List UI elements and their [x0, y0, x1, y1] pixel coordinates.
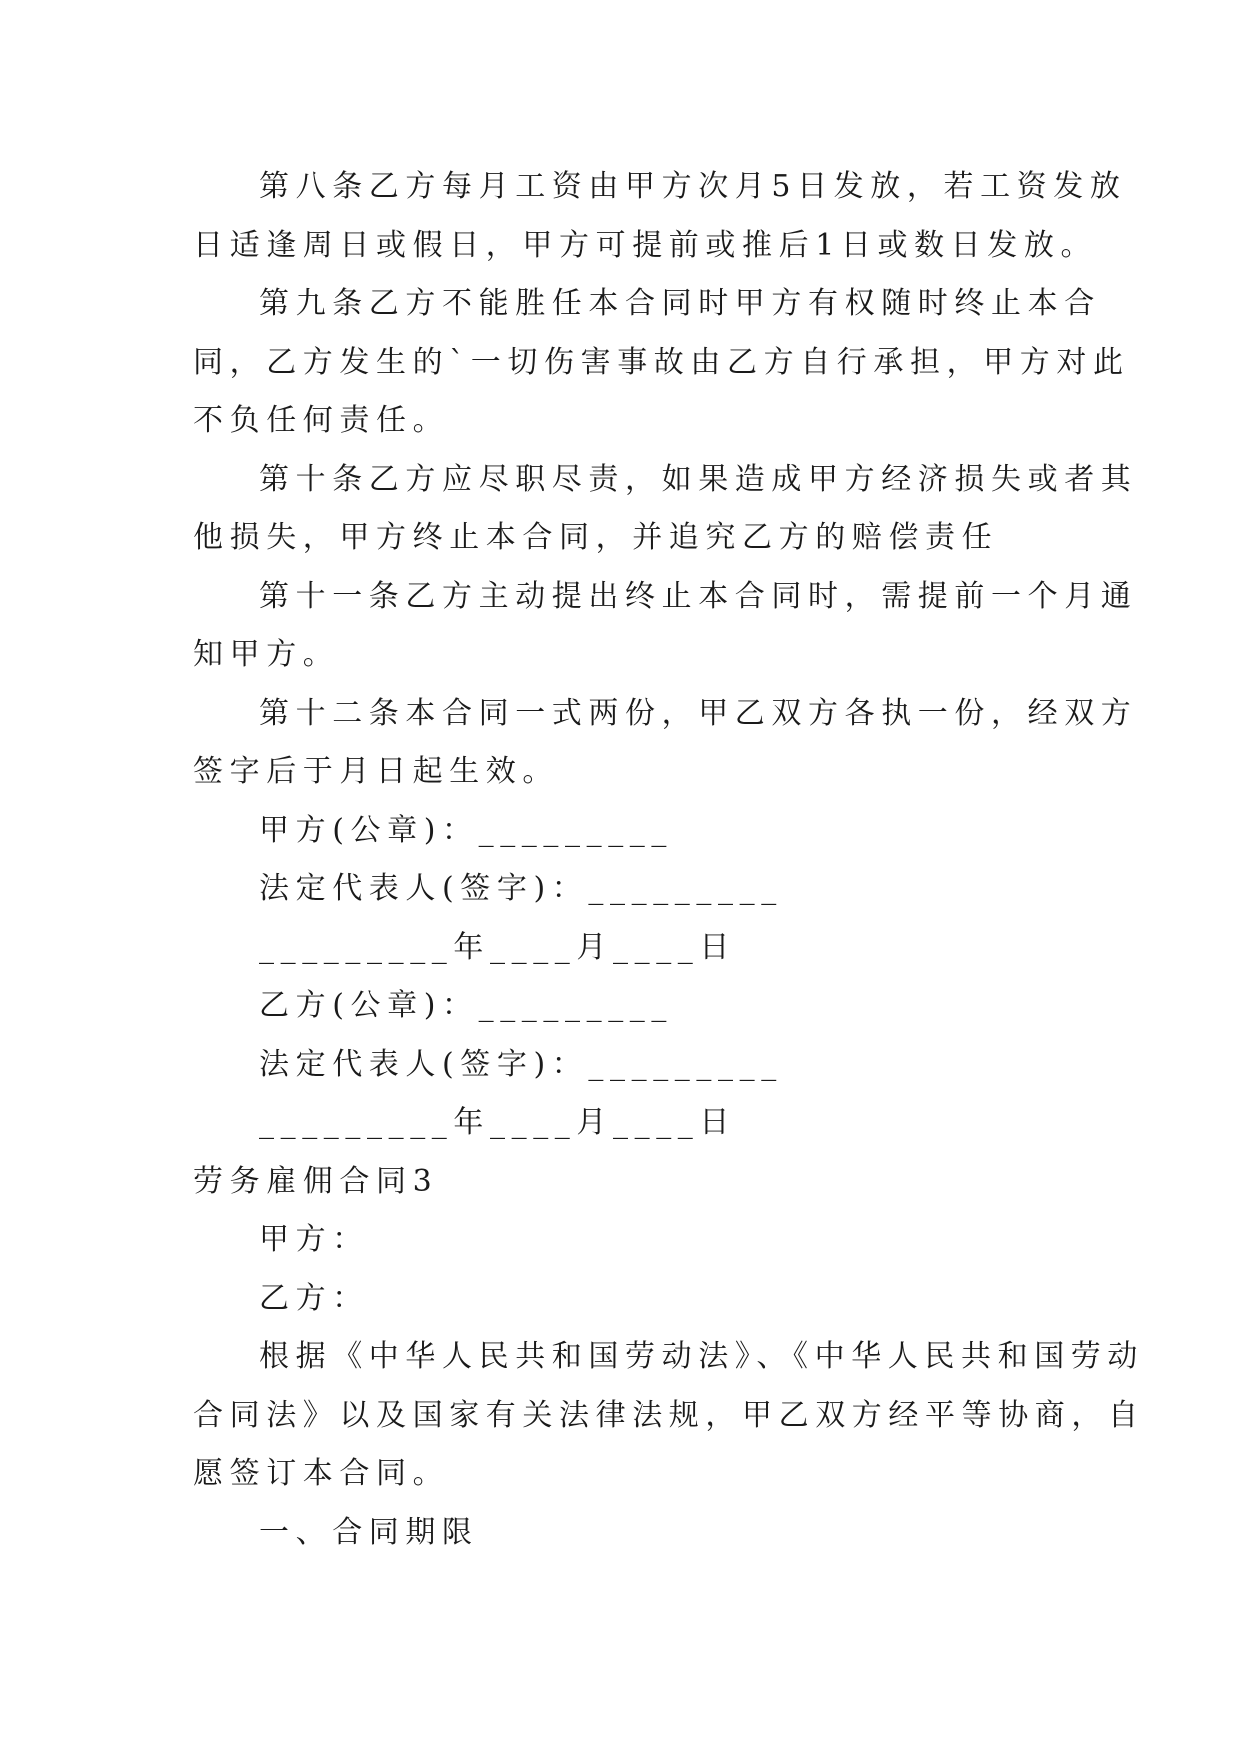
contract-3-intro-line-2: 合同法》以及国家有关法律法规，甲乙双方经平等协商，自 [193, 1397, 1145, 1433]
document-page [193, 158, 1145, 1562]
article-8-line-1: 第八条乙方每月工资由甲方次月5日发放，若工资发放 [259, 169, 1127, 204]
contract-3-intro-line-1: 根据《中华人民共和国劳动法》、《中华人民共和国劳动 [259, 1339, 1144, 1374]
contract-3-party-a: 甲方： [259, 1222, 369, 1257]
party-a-representative-line: 法定代表人(签字)：_________ [259, 871, 783, 906]
article-10-line-1: 第十条乙方应尽职尽责，如果造成甲方经济损失或者其 [259, 461, 1138, 497]
party-a-seal-line: 甲方(公章)：_________ [259, 812, 674, 848]
article-9-line-2: 同，乙方发生的`一切伤害事故由乙方自行承担，甲方对此 [193, 344, 1130, 380]
party-b-seal-line: 乙方(公章)：_________ [259, 988, 674, 1023]
contract-3-party-b: 乙方： [259, 1280, 369, 1316]
party-b-date-line: _________年____月____日 [259, 1105, 736, 1140]
article-8-line-2: 日适逢周日或假日，甲方可提前或推后1日或数日发放。 [193, 227, 1098, 263]
article-11-line-2: 知甲方。 [193, 637, 340, 672]
contract-3-title: 劳务雇佣合同3 [193, 1163, 439, 1199]
party-a-date-line: _________年____月____日 [259, 929, 736, 965]
article-12-line-1: 第十二条本合同一式两份，甲乙双方各执一份，经双方 [259, 695, 1138, 731]
contract-3-intro-line-3: 愿签订本合同。 [193, 1456, 450, 1491]
article-10-line-2: 他损失，甲方终止本合同，并追究乙方的赔偿责任 [193, 520, 999, 555]
party-b-representative-line: 法定代表人(签字)：_________ [259, 1046, 783, 1082]
article-11-line-1: 第十一条乙方主动提出终止本合同时，需提前一个月通 [259, 578, 1138, 614]
article-9-line-3: 不负任何责任。 [193, 403, 450, 438]
article-12-line-2: 签字后于月日起生效。 [193, 754, 559, 789]
article-9-line-1: 第九条乙方不能胜任本合同时甲方有权随时终止本合 [259, 286, 1101, 321]
section-1-heading: 一、合同期限 [259, 1514, 479, 1550]
